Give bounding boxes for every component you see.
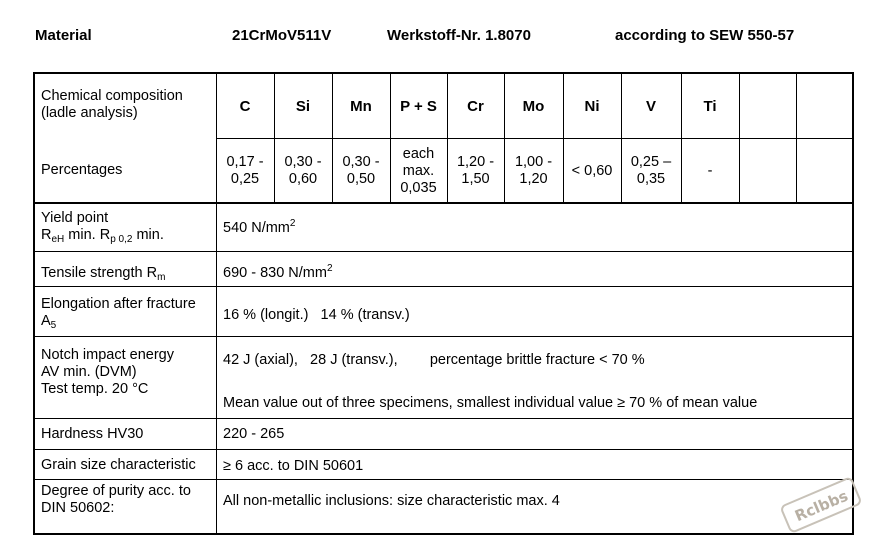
elongation-value: 16 % (longit.) 14 % (transv.) bbox=[223, 307, 410, 323]
grain-size-label: Grain size characteristic bbox=[41, 457, 196, 473]
element-header: Mo bbox=[522, 98, 545, 115]
vline-chem-col bbox=[563, 74, 564, 202]
vline-chem-col bbox=[274, 74, 275, 202]
vline-chem-col bbox=[681, 74, 682, 202]
element-percentage: < 0,60 bbox=[571, 162, 613, 179]
standard-reference: according to SEW 550-57 bbox=[615, 27, 795, 44]
tensile-strength-value: 690 - 830 $N/mm^2$ bbox=[223, 263, 333, 281]
element-percentage: each max. 0,035 bbox=[400, 145, 437, 196]
notch-impact-value: 42 J (axial), 28 J (transv.), percentage brittle fracture < 70 % bbox=[223, 352, 645, 368]
purity-label: Degree of purity acc. to DIN 50602: bbox=[41, 483, 191, 516]
element-percentage: 0,30 - 0,60 bbox=[284, 154, 322, 187]
elongation-label: Elongation after fracture $A_5$ bbox=[41, 296, 196, 331]
hline-elong bbox=[35, 336, 852, 337]
werkstoff-number: Werkstoff-Nr. 1.8070 bbox=[387, 27, 531, 44]
yield-point-label: Yield point $R_{eH}$ min. $R_{p 0,2}$ min. bbox=[41, 210, 164, 245]
hline-yield bbox=[35, 251, 852, 252]
notch-impact-note: Mean value out of three specimens, smallest individual value ≥ 70 % of mean value bbox=[223, 395, 758, 411]
vline-chem-col bbox=[739, 74, 740, 202]
vline-chem-col bbox=[621, 74, 622, 202]
material-label: Material bbox=[35, 27, 92, 44]
hline-tensile bbox=[35, 286, 852, 287]
yield-point-value: 540 $N/mm^2$ bbox=[223, 218, 296, 236]
material-data-table bbox=[33, 72, 854, 535]
grain-size-value: ≥ 6 acc. to DIN 50601 bbox=[223, 458, 364, 474]
vline-chem-col bbox=[796, 74, 797, 202]
element-header: Cr bbox=[467, 98, 484, 115]
notch-impact-label: Notch impact energy AV min. (DVM) Test temp. 20 °C bbox=[41, 347, 174, 397]
vline-chem-col bbox=[504, 74, 505, 202]
material-grade: 21CrMoV511V bbox=[232, 27, 332, 44]
element-header: Mn bbox=[350, 98, 372, 115]
purity-value: All non-metallic inclusions: size characteristic max. 4 bbox=[223, 493, 560, 509]
element-header: P + S bbox=[400, 98, 437, 115]
element-percentage: 1,00 - 1,20 bbox=[514, 154, 553, 187]
hline-chem-bottom bbox=[35, 202, 852, 204]
watermark-stamp: Rclbbs bbox=[779, 476, 863, 534]
hline-hardness bbox=[35, 449, 852, 450]
element-header: Ti bbox=[703, 98, 717, 115]
hline-grain bbox=[35, 479, 852, 480]
element-percentage: - bbox=[707, 162, 713, 179]
vline-chem-col bbox=[447, 74, 448, 202]
hardness-label: Hardness HV30 bbox=[41, 426, 144, 442]
vline-chem-col bbox=[332, 74, 333, 202]
element-percentage: 0,25 – 0,35 bbox=[630, 154, 672, 187]
element-percentage: 0,30 - 0,50 bbox=[342, 154, 380, 187]
element-header: Ni bbox=[584, 98, 600, 115]
percentages-label: Percentages bbox=[41, 162, 123, 178]
element-header: V bbox=[645, 98, 656, 115]
element-percentage: 1,20 - 1,50 bbox=[456, 154, 495, 187]
chem-composition-label: Chemical composition (ladle analysis) bbox=[41, 88, 183, 121]
hline-notch bbox=[35, 418, 852, 419]
vline-chem-col bbox=[390, 74, 391, 202]
element-header: C bbox=[239, 98, 251, 115]
hardness-value: 220 - 265 bbox=[223, 426, 285, 442]
element-header: Si bbox=[295, 98, 311, 115]
tensile-strength-label: Tensile strength $R_m$ bbox=[41, 265, 166, 283]
vline-label-divider bbox=[216, 74, 217, 533]
hline-chem-mid bbox=[216, 138, 852, 139]
element-percentage: 0,17 - 0,25 bbox=[226, 154, 264, 187]
